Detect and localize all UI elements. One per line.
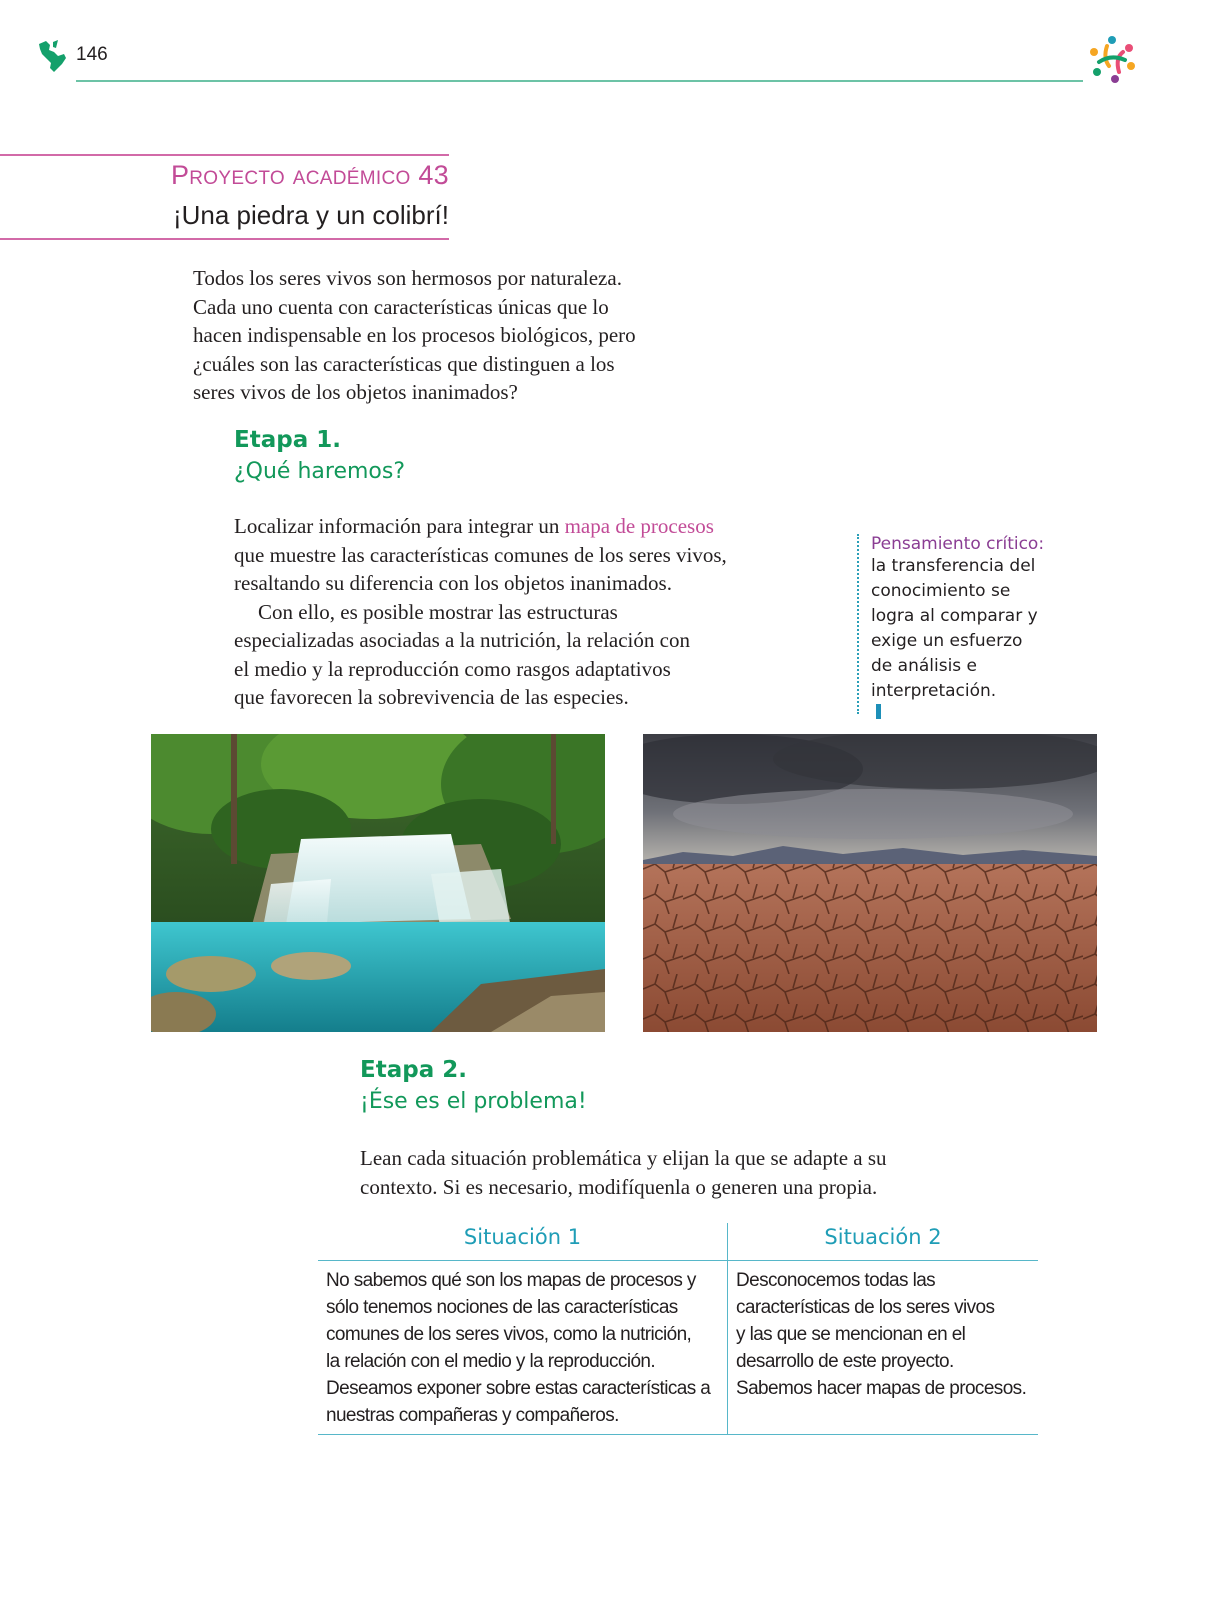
etapa2-subtitle: ¡Ése es el problema! <box>360 1089 587 1114</box>
sidebar-line: exige un esfuerzo <box>871 631 1023 651</box>
cracked-desert-photo <box>643 734 1097 1032</box>
intro-line: Cada uno cuenta con características únicas que lo <box>193 294 609 319</box>
table-cell-line: Desconocemos todas las <box>736 1270 936 1291</box>
table-cell-situacion-1 <box>326 1267 710 1429</box>
mexico-map-icon <box>36 38 68 74</box>
sidebar-end-mark <box>876 704 881 719</box>
etapa1-heading <box>234 427 405 484</box>
title-bottom-rule <box>0 238 449 240</box>
table-cell-line: Sabemos hacer mapas de procesos. <box>736 1378 1027 1399</box>
intro-line: ¿cuáles son las características que distinguen a los <box>193 351 615 376</box>
etapa1-line: especializadas asociadas a la nutrición, la relación con <box>234 628 690 652</box>
table-cell-line: sólo tenemos nociones de las características <box>326 1297 678 1318</box>
critical-thinking-sidebar <box>857 534 1081 714</box>
table-header-situacion-2: Situación 2 <box>824 1225 942 1249</box>
etapa1-line: que muestre las características comunes de los seres vivos, <box>234 542 727 567</box>
intro-line: hacen indispensable en los procesos biológicos, pero <box>193 323 636 347</box>
situations-table <box>318 1223 1038 1435</box>
project-title: ¡Una piedra y un colibrí! <box>172 200 449 230</box>
sidebar-heading: Pensamiento crítico: <box>871 534 1045 554</box>
etapa1-paragraph <box>234 512 794 712</box>
etapa1-line: resaltando su diferencia con los objetos inanimados. <box>234 571 672 595</box>
table-cell-line: No sabemos qué son los mapas de procesos y <box>326 1270 696 1291</box>
page-number: 146 <box>76 44 108 65</box>
etapa1-number: Etapa 1. <box>234 427 341 453</box>
sidebar-line: conocimiento se <box>871 581 1011 601</box>
table-cell-line: desarrollo de este proyecto. <box>736 1351 954 1372</box>
intro-line: Todos los seres vivos son hermosos por naturaleza. <box>193 266 622 290</box>
intro-line: seres vivos de los objetos inanimados? <box>193 380 518 404</box>
table-header-situacion-1: Situación 1 <box>463 1225 582 1249</box>
sidebar-line-last <box>871 679 1081 719</box>
etapa1-line-text: Localizar información para integrar un <box>234 514 565 538</box>
sidebar-line: logra al comparar y <box>871 606 1038 626</box>
table-cell-line: nuestras compañeras y compañeros. <box>326 1405 619 1426</box>
table-cell-situacion-2 <box>736 1267 1026 1402</box>
sidebar-line: de análisis e <box>871 656 978 676</box>
people-circle-emblem-icon <box>1085 32 1139 86</box>
table-cell-line: características de los seres vivos <box>736 1297 995 1318</box>
waterfall-photo <box>151 734 605 1032</box>
sidebar-line: la transferencia del <box>871 556 1036 576</box>
table-cell-line: Deseamos exponer sobre estas características a <box>326 1378 711 1399</box>
etapa2-line: Lean cada situación problemática y elijan la que se adapte a su <box>360 1146 887 1170</box>
glossary-link-mapa-de-procesos[interactable]: mapa de procesos <box>564 514 714 538</box>
table-header-rule <box>318 1260 1038 1261</box>
table-column-divider <box>727 1223 728 1435</box>
etapa2-number: Etapa 2. <box>360 1057 467 1083</box>
sidebar-line: interpretación. <box>871 681 997 701</box>
table-cell-line: y las que se mencionan en el <box>736 1324 966 1345</box>
project-label: Proyecto académico 43 <box>170 160 449 190</box>
etapa1-subtitle: ¿Qué haremos? <box>234 459 406 484</box>
etapa1-line: el medio y la reproducción como rasgos adaptativos <box>234 656 671 681</box>
etapa1-line <box>234 512 794 541</box>
table-bottom-rule <box>318 1434 1038 1435</box>
header-rule <box>76 80 1083 82</box>
table-cell-line: comunes de los seres vivos, como la nutrición, <box>326 1324 692 1345</box>
sidebar-body <box>871 554 1081 719</box>
etapa1-line: que favorecen la sobrevivencia de las especies. <box>234 685 629 709</box>
intro-paragraph <box>193 264 713 407</box>
table-cell-line: la relación con el medio y la reproducción. <box>326 1351 656 1372</box>
etapa2-line: contexto. Si es necesario, modifíquenla o generen una propia. <box>360 1174 878 1199</box>
title-top-rule <box>0 154 449 156</box>
etapa2-paragraph <box>360 1144 980 1201</box>
etapa1-line: Con ello, es posible mostrar las estructuras <box>258 599 618 624</box>
etapa2-heading <box>360 1057 587 1114</box>
